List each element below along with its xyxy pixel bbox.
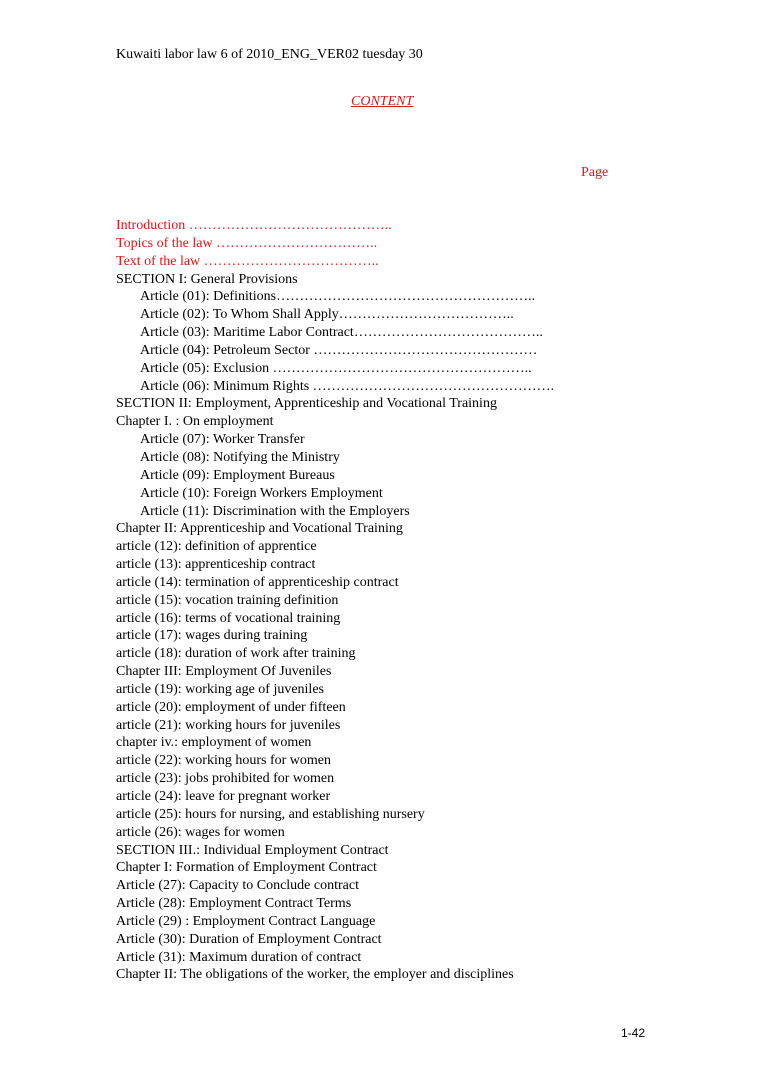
toc-entry: Article (03): Maritime Labor Contract…………………………………..	[140, 325, 543, 341]
toc-entry: Article (11): Discrimination with the Employers	[140, 503, 410, 519]
page-column-label: Page	[581, 165, 609, 180]
toc-entry: chapter iv.: employment of women	[116, 735, 312, 751]
toc-entry: Article (10): Foreign Workers Employment	[140, 485, 383, 501]
content-title: CONTENT	[351, 94, 414, 109]
toc-entry: SECTION III.: Individual Employment Contract	[116, 842, 389, 858]
table-of-contents	[116, 217, 554, 984]
toc-entry: article (12): definition of apprentice	[116, 539, 317, 555]
toc-entry: article (15): vocation training definition	[116, 592, 339, 608]
toc-entry: article (21): working hours for juveniles	[116, 717, 341, 733]
toc-entry: Chapter III: Employment Of Juveniles	[116, 664, 332, 680]
toc-entry: Chapter I: Formation of Employment Contract	[116, 860, 377, 876]
toc-entry: article (19): working age of juveniles	[116, 681, 324, 697]
toc-entry: Article (05): Exclusion ………………………………………………..	[140, 360, 532, 376]
toc-entry: Article (04): Petroleum Sector …………………………………………	[140, 342, 538, 358]
toc-entry: SECTION I: General Provisions	[116, 271, 298, 287]
toc-entry: article (13): apprenticeship contract	[116, 557, 316, 573]
toc-entry: article (24): leave for pregnant worker	[116, 789, 331, 804]
toc-entry: Chapter II: The obligations of the worker, the employer and disciplines	[116, 967, 514, 983]
page-number: 1-42	[621, 1026, 646, 1040]
toc-entry: article (20): employment of under fifteen	[116, 699, 346, 715]
toc-entry: Text of the law ………………………………..	[116, 253, 379, 269]
toc-entry: article (16): terms of vocational training	[116, 610, 341, 626]
toc-entry: Article (07): Worker Transfer	[140, 432, 305, 448]
toc-entry: SECTION II: Employment, Apprenticeship and Vocational Training	[116, 396, 497, 412]
toc-entry: Article (09): Employment Bureaus	[140, 467, 335, 483]
toc-entry: article (23): jobs prohibited for women	[116, 771, 335, 787]
toc-entry: Topics of the law ……………………………..	[116, 235, 378, 251]
document-header: Kuwaiti labor law 6 of 2010_ENG_VER02 tuesday 30	[116, 47, 423, 62]
toc-entry: Chapter I. : On employment	[116, 414, 274, 430]
toc-entry: article (22): working hours for women	[116, 753, 331, 769]
toc-entry: Article (01): Definitions………………………………………………..	[140, 289, 536, 305]
toc-entry: Article (29) : Employment Contract Language	[116, 913, 376, 929]
toc-entry: article (14): termination of apprenticeship contract	[116, 574, 399, 590]
toc-entry: article (17): wages during training	[116, 628, 308, 644]
toc-entry: Article (06): Minimum Rights …………………………………………….	[140, 378, 555, 394]
toc-entry: Chapter II: Apprenticeship and Vocational Training	[116, 521, 403, 537]
toc-entry: Article (31): Maximum duration of contract	[116, 949, 362, 965]
toc-entry: article (26): wages for women	[116, 824, 285, 840]
toc-entry: Article (02): To Whom Shall Apply………………………………..	[140, 307, 514, 323]
toc-entry: article (25): hours for nursing, and establishing nursery	[116, 806, 425, 822]
toc-entry: Article (28): Employment Contract Terms	[116, 896, 352, 912]
toc-entry: Article (08): Notifying the Ministry	[140, 449, 340, 465]
toc-entry: Introduction ……………………………………..	[116, 218, 392, 233]
toc-entry: article (18): duration of work after training	[116, 646, 356, 662]
toc-entry: Article (30): Duration of Employment Contract	[116, 931, 382, 947]
toc-entry: Article (27): Capacity to Conclude contract	[116, 878, 359, 894]
